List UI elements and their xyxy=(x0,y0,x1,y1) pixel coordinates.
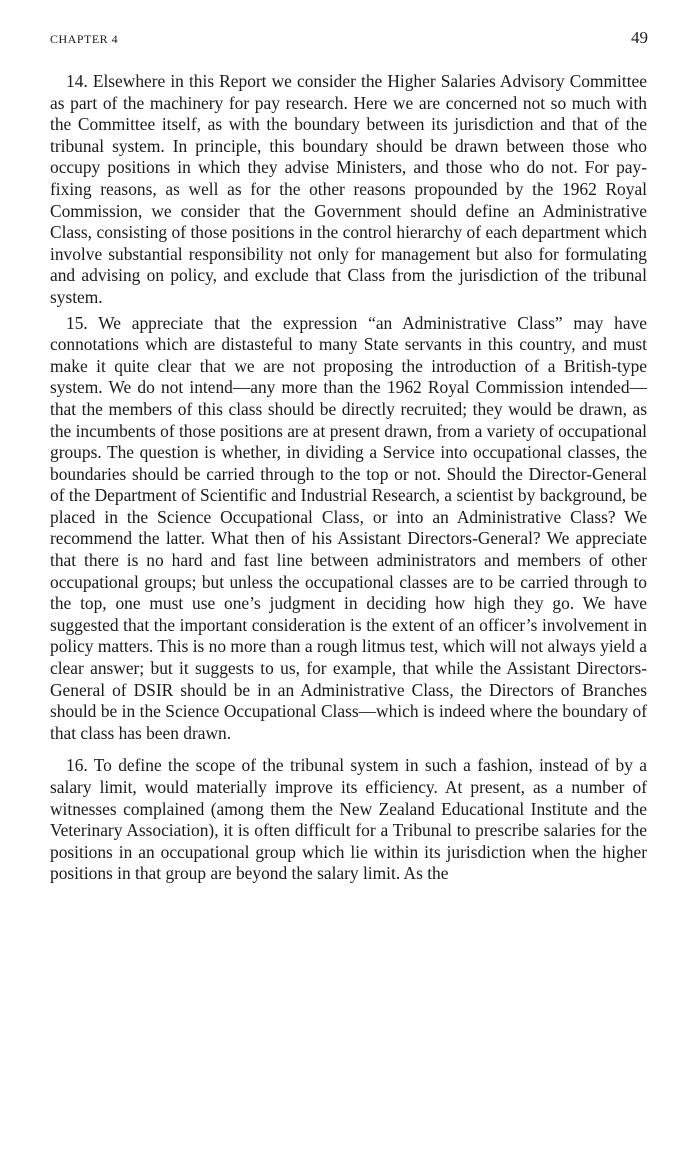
paragraph-15: 15. We appreciate that the expression “an Administrative Class” may have connotations which are distasteful to many State servants in this country, and must make it quite clear that we are not proposing the introduction of a British-type system. We do not intend—any more than the 1962 Royal Commission intended—that the members of this class should be directly recruited; they would be drawn, as the incumbents of those positions are at present drawn, from a variety of occupational groups. The question is whether, in dividing a Service into occupational classes, the boundaries should be carried through to the top or not. Should the Director-General of the Department of Scientific and Industrial Research, a scientist by background, be placed in the Science Occupational Class, or into an Administrative Class? We recommend the latter. What then of his Assistant Directors-General? We appreciate that there is no hard and fast line between administrators and members of other occupational groups; but unless the occupational classes are to be carried through to the top, one must use one’s judgment in deciding how high they go. We have suggested that the important consideration is the extent of an officer’s involvement in policy matters. This is no more than a rough litmus test, which will not always yield a clear answer; but it suggests to us, for example, that while the Assistant Directors-General of DSIR should be in an Administrative Class, the Directors of Branches should be in the Science Occupational Class—which is indeed where the boundary of that class has been drawn. xyxy=(50,312,647,743)
paragraph-16: 16. To define the scope of the tribunal system in such a fashion, instead of by a salary limit, would materially improve its efficiency. At present, as a number of witnesses complained (among them the New Zealand Educational Institute and the Veterinary Association), it is often difficult for a Tribunal to prescribe salaries for the positions in an occupational group which lie within its jurisdiction when the higher positions in that group are beyond the salary limit. As the xyxy=(50,755,647,884)
body-text xyxy=(50,71,647,885)
page-number: 49 xyxy=(631,28,648,47)
chapter-heading: CHAPTER 4 xyxy=(50,32,119,46)
paragraph-14: 14. Elsewhere in this Report we consider the Higher Salaries Advisory Committee as part of the machinery for pay research. Here we are concerned not so much with the Committee itself, as with the boundary between its jurisdiction and that of the tribunal system. In principle, this boundary should be drawn between those who occupy positions in which they advise Ministers, and those who do not. For pay-fixing reasons, as well as for the other reasons propounded by the 1962 Royal Commission, we consider that the Government should define an Administrative Class, consisting of those positions in the control hierarchy of each department which involve substantial responsibility not only for management but also for formulating and advising on policy, and exclude that Class from the jurisdiction of the tribunal system. xyxy=(50,71,647,307)
running-header xyxy=(50,28,648,52)
